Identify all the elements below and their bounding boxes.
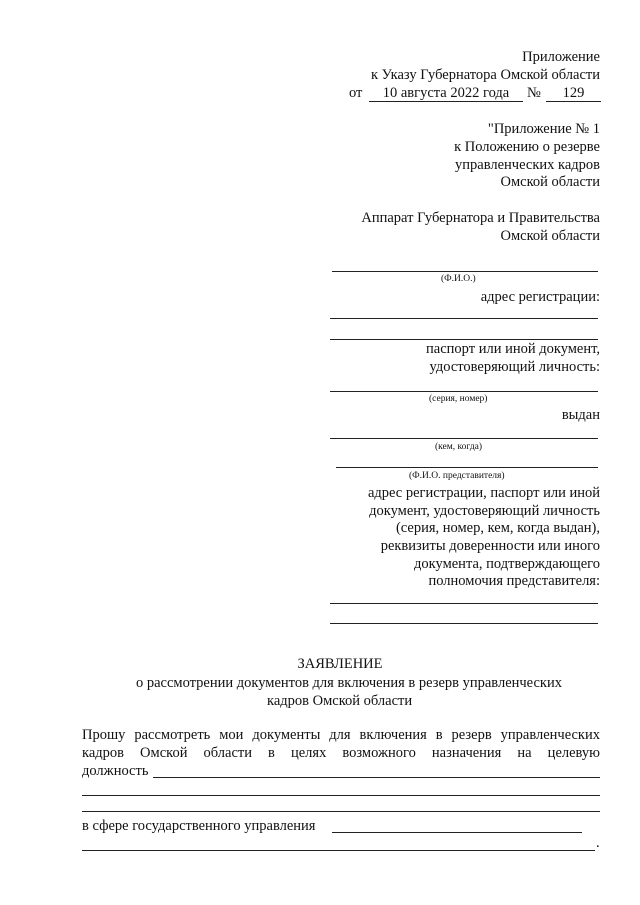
address-field-2[interactable] [330,339,598,340]
attachment-line2: к Положению о резерве [454,139,600,155]
rep-text-4: реквизиты доверенности или иного [380,538,600,554]
rep-text-6: полномочия представителя: [428,573,600,589]
statement-subtitle-2: кадров Омской области [267,693,413,709]
rep-text-5: документа, подтверждающего [414,556,600,572]
address-label: адрес регистрации: [480,289,600,305]
addressee-line1: Аппарат Губернатора и Правительства [361,210,600,226]
statement-subtitle-1: о рассмотрении документов для включения в резерв управленческих [136,675,562,691]
final-field[interactable] [82,850,595,851]
decree-date: 10 августа 2022 года [382,85,510,101]
fio-caption: (Ф.И.О.) [441,274,476,284]
from-label: от [349,85,363,101]
issued-label: выдан [561,407,600,423]
position-field-1[interactable] [153,777,600,778]
rep-text-1: адрес регистрации, паспорт или иной [367,485,600,501]
addressee-line2: Омской области [500,228,600,244]
address-field-1[interactable] [330,318,598,319]
representative-fio-field[interactable] [336,467,598,468]
series-caption: (серия, номер) [429,394,488,404]
rep-details-field-1[interactable] [330,603,598,604]
rep-text-2: документ, удостоверяющий личность [369,503,600,519]
number-sign: № [527,85,541,101]
fio-field[interactable] [332,271,598,272]
attachment-title: "Приложение № 1 [487,121,600,137]
body-line-3-label: должность [82,763,149,779]
decree-date-line [349,85,601,103]
rep-details-field-2[interactable] [330,623,598,624]
attachment-line4: Омской области [500,174,600,190]
governance-label: в сфере государственного управления [82,818,316,834]
appendix-label: Приложение [522,49,600,65]
attachment-line3: управленческих кадров [455,157,600,173]
position-field-3[interactable] [82,811,600,812]
rep-text-3: (серия, номер, кем, когда выдан), [395,520,600,536]
decree-number: 129 [562,85,585,101]
governance-field[interactable] [332,832,582,833]
issuer-caption: (кем, когда) [435,442,483,452]
final-period: . [596,835,600,851]
passport-label-1: паспорт или иной документ, [426,341,600,357]
body-line-2: кадров Омской области в целях возможного назначения на целевую [82,745,600,761]
decree-label: к Указу Губернатора Омской области [370,67,600,83]
representative-caption: (Ф.И.О. представителя) [409,471,505,481]
passport-label-2: удостоверяющий личность: [429,359,600,375]
issued-by-field[interactable] [330,438,598,439]
passport-series-field[interactable] [330,391,598,392]
position-field-2[interactable] [82,795,600,796]
statement-heading: ЗАЯВЛЕНИЕ [297,656,383,672]
body-line-1: Прошу рассмотреть мои документы для включения в резерв управленческих [82,727,600,743]
